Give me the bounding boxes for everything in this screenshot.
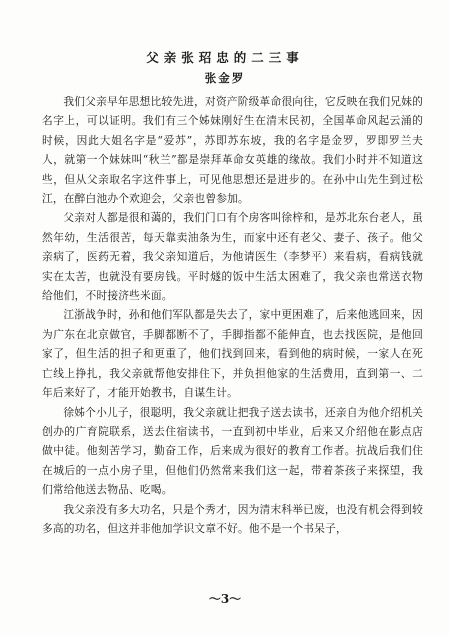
page-title: 父亲张玿忠的二三事: [146, 50, 304, 65]
paragraph: 我父亲没有多大功名，只是个秀才，因为清末科举已废，也没有机会得到较多高的功名，但这并非他加学识文章不好。他不是一个书呆子，: [42, 502, 423, 535]
body-text: [42, 92, 423, 538]
author-name: 张金罗: [204, 71, 246, 85]
paragraph: 我们父亲早年思想比较先进，对资产阶级革命很向往，它反映在我们兄妹的名字上，可以证明。我们有三个姊妹刚好生在清末民初，全国革命风起云涌的时候，因此大姐名字是“爱苏”，苏即苏东坡，我的名字是金罗，罗即罗兰夫人，就第一个妹妹叫“秋兰”都是崇拜革命女英雄的缘故。我们小时并不知道这些，但从父亲取名字这件事上，可见他思想还是进步的。在孙中山先生到过松江，在醉白池办个欢迎会，父亲也曾参加。: [42, 95, 423, 206]
page-number: ～3～: [208, 592, 242, 606]
paragraph: 江浙战争时，孙和他们军队都是失去了，家中更困难了，后来他逃回来，因为广东在北京做官，手脚都断不了，手脚指都不能伸直，也去找医院，是他回家了，但生活的担子和更重了，他们找到回来，看到他的病时候，一家人在死亡线上挣扎，我父亲就帮他安排住下，并负担他家的生活费用，直到第一、二年后来好了，才能开始教书，自谋生计。: [42, 308, 423, 400]
paragraph: 父亲对人都是很和蔼的，我们门口有个房客叫徐梓和，是苏北东台老人，虽然年幼，生活很苦，每天靠卖油条为生，而家中还有老父、妻子、孩子。他父亲病了，医药无着，我父亲知道后，为他请医生（李梦平）来看病，看病钱就实在太苦，也就没有要房钱。平时燧的饭中生活太困难了，我父亲也常送衣物给他们，不时接济些米面。: [42, 211, 423, 303]
paragraph: 徐姊个小儿子，很聪明，我父亲就让把我子送去读书，还亲自为他介绍机关创办的广育院联系，送去住宿读书，一直到初中毕业，后来又介绍他在影点店做中徒。他刻苦学习，勤奋工作，后来成为很好的教育工作者。抗战后我们住在城后的一点小房子里，但他们仍然常来我们这一起，带着茶孩子来探望，我们常给他送去物品、吃喝。: [42, 405, 423, 497]
